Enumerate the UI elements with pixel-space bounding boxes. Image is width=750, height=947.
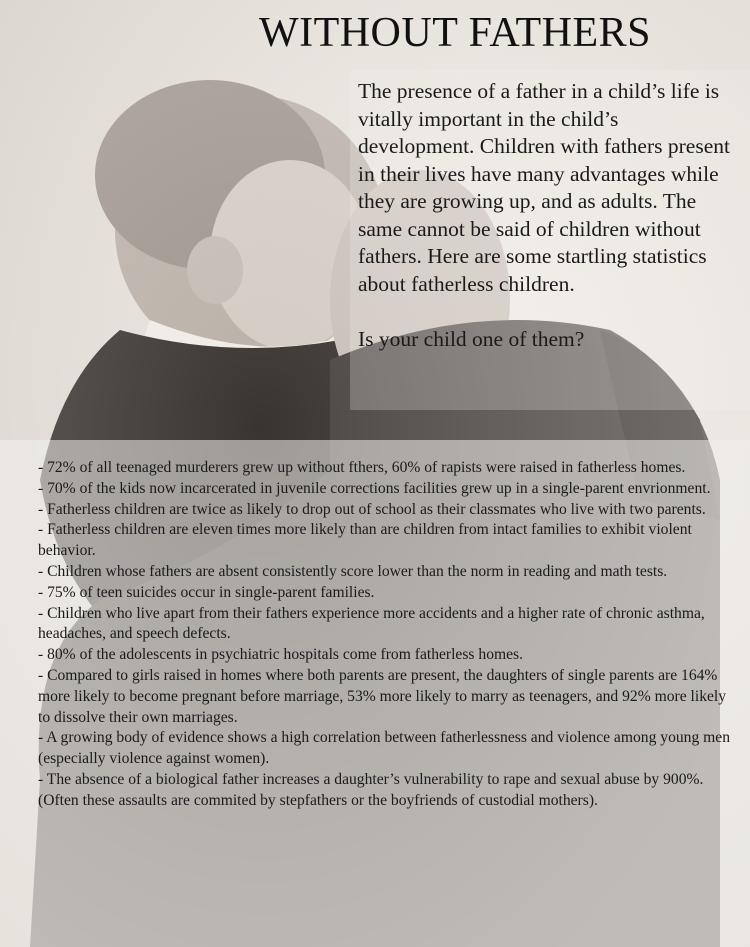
statistic-item: - 70% of the kids now incarcerated in juvenile corrections facilities grew up in a single-parent envrionment. — [38, 479, 711, 497]
intro-question: Is your child one of them? — [358, 326, 585, 351]
statistic-item: - 75% of teen suicides occur in single-parent families. — [38, 583, 375, 601]
statistic-item: - Fatherless children are eleven times more likely than are children from intact families to exhibit violent behavior. — [38, 521, 692, 560]
intro-paragraph: The presence of a father in a child’s life is vitally important in the child’s development. Children with fathers present in their lives have many advantages while they are growing up, and as adults. The same cannot be said of children without fathers. Here are some startling statistics about fatherless children. — [358, 79, 730, 296]
statistic-item: - Children whose fathers are absent consistently score lower than the norm in reading and math tests. — [38, 562, 668, 580]
statistic-item: - Fatherless children are twice as likely to drop out of school as their classmates who live with two parents. — [38, 500, 706, 518]
statistics-list — [38, 458, 738, 812]
statistic-item: - Children who live apart from their fathers experience more accidents and a higher rate of chronic asthma, headaches, and speech defects. — [38, 604, 705, 643]
page-title: WITHOUT FATHERS — [258, 10, 652, 56]
statistic-item: - 80% of the adolescents in psychiatric hospitals come from fatherless homes. — [38, 646, 524, 664]
statistic-item: - A growing body of evidence shows a high correlation between fatherlessness and violence among young men (especially violence against women). — [38, 729, 731, 768]
statistic-item: - Compared to girls raised in homes where both parents are present, the daughters of single parents are 164% more likely to become pregnant before marriage, 53% more likely to marry as teenagers, and 92% more likely to dissolve their own marriages. — [38, 666, 727, 726]
statistic-item: - The absence of a biological father increases a daughter’s vulnerability to rape and sexual abuse by 900%. (Often these assaults are commited by stepfathers or the boyfriends of custodial mothers). — [38, 770, 704, 809]
statistic-item: - 72% of all teenaged murderers grew up without fthers, 60% of rapists were raised in fatherless homes. — [38, 459, 686, 476]
intro-block — [358, 78, 738, 353]
